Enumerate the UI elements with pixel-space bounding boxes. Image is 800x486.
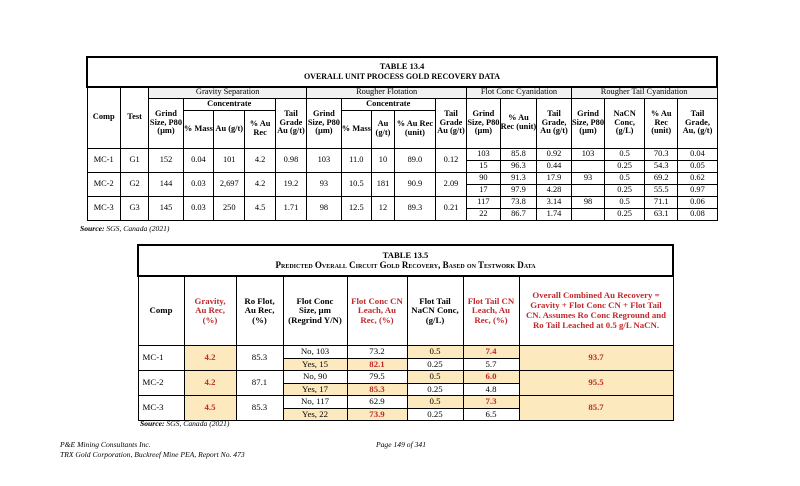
cell: 71.1 bbox=[644, 196, 677, 208]
r-rec-header: % Au Rec (unit) bbox=[395, 110, 436, 148]
cell-comp: MC-2 bbox=[87, 172, 120, 196]
cell: 97.9 bbox=[500, 184, 537, 196]
cell: 93 bbox=[571, 172, 604, 184]
cell-test: G3 bbox=[120, 196, 148, 220]
cell: 98 bbox=[571, 196, 604, 208]
cell: 0.62 bbox=[678, 172, 717, 184]
col-overall bbox=[519, 276, 673, 346]
cell-gravity: 4.5 bbox=[184, 396, 236, 421]
cell: 55.5 bbox=[644, 184, 677, 196]
cell: 0.5 bbox=[407, 396, 463, 409]
g-grind-header: Grind Size, P80 (µm) bbox=[149, 98, 184, 148]
cell-overall: 85.7 bbox=[519, 396, 673, 421]
cell: 82.1 bbox=[347, 358, 407, 371]
page-footer bbox=[60, 440, 245, 460]
cell: 54.3 bbox=[644, 160, 677, 172]
cell: 101 bbox=[214, 148, 245, 172]
cell: 0.5 bbox=[605, 196, 645, 208]
col-flotconc-size: Flot Conc Size, µm (Regrind Y/N) bbox=[283, 276, 347, 346]
table-row bbox=[87, 196, 717, 208]
cell: 87.1 bbox=[236, 371, 283, 396]
cell: 73.8 bbox=[500, 196, 537, 208]
cell: 103 bbox=[571, 148, 604, 160]
col-test: Test bbox=[120, 87, 148, 148]
cell bbox=[571, 160, 604, 172]
cell: 103 bbox=[307, 148, 342, 172]
cell: 0.92 bbox=[537, 148, 572, 160]
cell: 0.98 bbox=[275, 148, 306, 172]
cell: 11.0 bbox=[341, 148, 371, 172]
cell: 85.3 bbox=[347, 383, 407, 396]
cell bbox=[571, 184, 604, 196]
cell: 90 bbox=[467, 172, 500, 184]
cell: 0.12 bbox=[435, 148, 466, 172]
cell: 0.25 bbox=[605, 184, 645, 196]
cell: 12.5 bbox=[341, 196, 371, 220]
cell: 181 bbox=[371, 172, 394, 196]
cell: 2,697 bbox=[214, 172, 245, 196]
cell-comp: MC-1 bbox=[87, 148, 120, 172]
table-row bbox=[87, 172, 717, 184]
cell: 85.3 bbox=[236, 346, 283, 371]
cell: 152 bbox=[149, 148, 184, 172]
cell: No, 117 bbox=[283, 396, 347, 409]
cell: No, 103 bbox=[283, 346, 347, 359]
cell: 1.74 bbox=[537, 208, 572, 220]
cell: 0.25 bbox=[407, 358, 463, 371]
cell: 0.25 bbox=[605, 160, 645, 172]
source-label: Source: bbox=[140, 419, 165, 428]
cell: 91.3 bbox=[500, 172, 537, 184]
table-13-5-caption bbox=[138, 245, 673, 276]
cell: 144 bbox=[149, 172, 184, 196]
source-text: SGS, Canada (2021) bbox=[106, 224, 170, 233]
cell-comp: MC-3 bbox=[87, 196, 120, 220]
r-concentrate-header: Concentrate bbox=[341, 98, 435, 110]
cell-gravity: 4.2 bbox=[184, 346, 236, 371]
cell: 4.5 bbox=[245, 196, 275, 220]
cell: 7.4 bbox=[463, 346, 519, 359]
cell: 0.04 bbox=[183, 148, 213, 172]
cell: 70.3 bbox=[644, 148, 677, 160]
cell: 79.5 bbox=[347, 371, 407, 384]
r-mass-header: % Mass bbox=[341, 110, 371, 148]
cell: 73.9 bbox=[347, 408, 407, 421]
cell: 0.03 bbox=[183, 172, 213, 196]
cell: 0.5 bbox=[605, 172, 645, 184]
rt-tail-header: Tail Grade, Au, (g/t) bbox=[678, 98, 717, 148]
r-au-header: Au (g/t) bbox=[371, 110, 394, 148]
cell: 0.25 bbox=[407, 408, 463, 421]
table-13-5-source bbox=[140, 419, 229, 428]
footer-company: P&E Mining Consultants Inc. bbox=[60, 440, 151, 449]
cell bbox=[571, 208, 604, 220]
g-rec-header: % Au Rec bbox=[245, 110, 275, 148]
source-label: Source: bbox=[80, 224, 105, 233]
col-roflot: Ro Flot, Au Rec, (%) bbox=[236, 276, 283, 346]
table-row bbox=[138, 371, 673, 384]
page-number: Page 149 of 341 bbox=[376, 440, 426, 449]
col-flotconc-cn: Flot Conc CN Leach, Au Rec, (%) bbox=[347, 276, 407, 346]
r-grind-header: Grind Size, P80 (µm) bbox=[307, 98, 342, 148]
table-row bbox=[87, 148, 717, 160]
cell: No, 90 bbox=[283, 371, 347, 384]
footer-report: TRX Gold Corporation, Buckreef Mine PEA, Report No. 473 bbox=[60, 449, 245, 459]
group-gravity: Gravity Separation bbox=[149, 87, 307, 98]
col-comp: Comp bbox=[87, 87, 120, 148]
cell: 10 bbox=[371, 148, 394, 172]
cell-overall: 93.7 bbox=[519, 346, 673, 371]
cell: 0.25 bbox=[605, 208, 645, 220]
cell: 0.25 bbox=[407, 383, 463, 396]
g-au-header: Au (g/t) bbox=[214, 110, 245, 148]
cell: 17 bbox=[467, 184, 500, 196]
cell: 90.9 bbox=[395, 172, 436, 196]
cell: 15 bbox=[467, 160, 500, 172]
cell: 6.0 bbox=[463, 371, 519, 384]
cell: 85.3 bbox=[236, 396, 283, 421]
cell: 0.5 bbox=[605, 148, 645, 160]
cell: 0.5 bbox=[407, 371, 463, 384]
cell: 6.5 bbox=[463, 408, 519, 421]
cell: 0.04 bbox=[678, 148, 717, 160]
cell: 4.2 bbox=[245, 172, 275, 196]
cell: 145 bbox=[149, 196, 184, 220]
cell-comp: MC-2 bbox=[138, 371, 184, 396]
table-13-4-subtitle: OVERALL UNIT PROCESS GOLD RECOVERY DATA bbox=[303, 72, 501, 81]
group-flotconc: Flot Conc Cyanidation bbox=[467, 87, 572, 98]
cell: 98 bbox=[307, 196, 342, 220]
fc-grind-header: Grind Size, P80 (µm) bbox=[467, 98, 500, 148]
cell: Yes, 17 bbox=[283, 383, 347, 396]
col-flottail-nacn: Flot Tail NaCN Conc, (g/L) bbox=[407, 276, 463, 346]
table-13-4 bbox=[86, 56, 718, 221]
cell: 3.14 bbox=[537, 196, 572, 208]
cell: 5.7 bbox=[463, 358, 519, 371]
cell: 10.5 bbox=[341, 172, 371, 196]
overall-header-text: Overall Combined Au Recovery = Gravity + Flot Conc CN + Flot Tail CN. Assumes Ro Conc Reground and Ro Tail Leached at 0.5 g/L NaCN. bbox=[525, 290, 667, 330]
fc-rec-header: % Au Rec (unit) bbox=[500, 98, 537, 148]
r-tail-header: Tail Grade Au (g/t) bbox=[435, 98, 466, 148]
cell: 1.71 bbox=[275, 196, 306, 220]
cell: 2.09 bbox=[435, 172, 466, 196]
group-roughertail: Rougher Tail Cyanidation bbox=[571, 87, 717, 98]
cell: 0.44 bbox=[537, 160, 572, 172]
cell: Yes, 22 bbox=[283, 408, 347, 421]
cell: 19.2 bbox=[275, 172, 306, 196]
table-13-5-subtitle: Predicted Overall Circuit Gold Recovery, Based on Testwork Data bbox=[275, 260, 536, 271]
cell: 12 bbox=[371, 196, 394, 220]
cell: Yes, 15 bbox=[283, 358, 347, 371]
cell: 250 bbox=[214, 196, 245, 220]
table-13-5 bbox=[137, 244, 674, 421]
cell: 69.2 bbox=[644, 172, 677, 184]
cell: 93 bbox=[307, 172, 342, 196]
cell: 0.21 bbox=[435, 196, 466, 220]
col-flottail-cn: Flot Tail CN Leach, Au Rec, (%) bbox=[463, 276, 519, 346]
cell: 86.7 bbox=[500, 208, 537, 220]
cell: 62.9 bbox=[347, 396, 407, 409]
cell: 73.2 bbox=[347, 346, 407, 359]
g-mass-header: % Mass bbox=[183, 110, 213, 148]
cell: 4.2 bbox=[245, 148, 275, 172]
rt-nacn-header: NaCN Conc, (g/L) bbox=[605, 98, 645, 148]
cell-test: G2 bbox=[120, 172, 148, 196]
cell: 117 bbox=[467, 196, 500, 208]
cell: 0.06 bbox=[678, 196, 717, 208]
table-13-4-caption bbox=[87, 57, 717, 87]
table-row bbox=[138, 396, 673, 409]
cell: 0.5 bbox=[407, 346, 463, 359]
cell: 7.3 bbox=[463, 396, 519, 409]
table-13-4-source bbox=[80, 224, 169, 233]
rt-rec-header: % Au Rec (unit) bbox=[644, 98, 677, 148]
rt-grind-header: Grind Size, P80 (µm) bbox=[571, 98, 604, 148]
table-row bbox=[138, 346, 673, 359]
group-rougher: Rougher Flotation bbox=[307, 87, 467, 98]
cell-gravity: 4.2 bbox=[184, 371, 236, 396]
table-13-5-title: TABLE 13.5 bbox=[382, 249, 429, 260]
cell: 89.0 bbox=[395, 148, 436, 172]
cell: 96.3 bbox=[500, 160, 537, 172]
cell: 0.03 bbox=[183, 196, 213, 220]
cell-comp: MC-3 bbox=[138, 396, 184, 421]
table-13-4-title: TABLE 13.4 bbox=[379, 61, 425, 71]
col-gravity: Gravity, Au Rec, (%) bbox=[184, 276, 236, 346]
source-text: SGS, Canada (2021) bbox=[166, 419, 230, 428]
cell: 0.97 bbox=[678, 184, 717, 196]
g-tail-header: Tail Grade Au (g/t) bbox=[275, 98, 306, 148]
cell-comp: MC-1 bbox=[138, 346, 184, 371]
cell-test: G1 bbox=[120, 148, 148, 172]
cell: 85.8 bbox=[500, 148, 537, 160]
cell: 17.9 bbox=[537, 172, 572, 184]
col-comp: Comp bbox=[138, 276, 184, 346]
cell: 0.08 bbox=[678, 208, 717, 220]
cell: 4.28 bbox=[537, 184, 572, 196]
g-concentrate-header: Concentrate bbox=[183, 98, 275, 110]
cell: 103 bbox=[467, 148, 500, 160]
cell: 4.8 bbox=[463, 383, 519, 396]
fc-tail-header: Tail Grade, Au (g/t) bbox=[537, 98, 572, 148]
cell-overall: 95.5 bbox=[519, 371, 673, 396]
cell: 89.3 bbox=[395, 196, 436, 220]
cell: 63.1 bbox=[644, 208, 677, 220]
cell: 22 bbox=[467, 208, 500, 220]
cell: 0.05 bbox=[678, 160, 717, 172]
